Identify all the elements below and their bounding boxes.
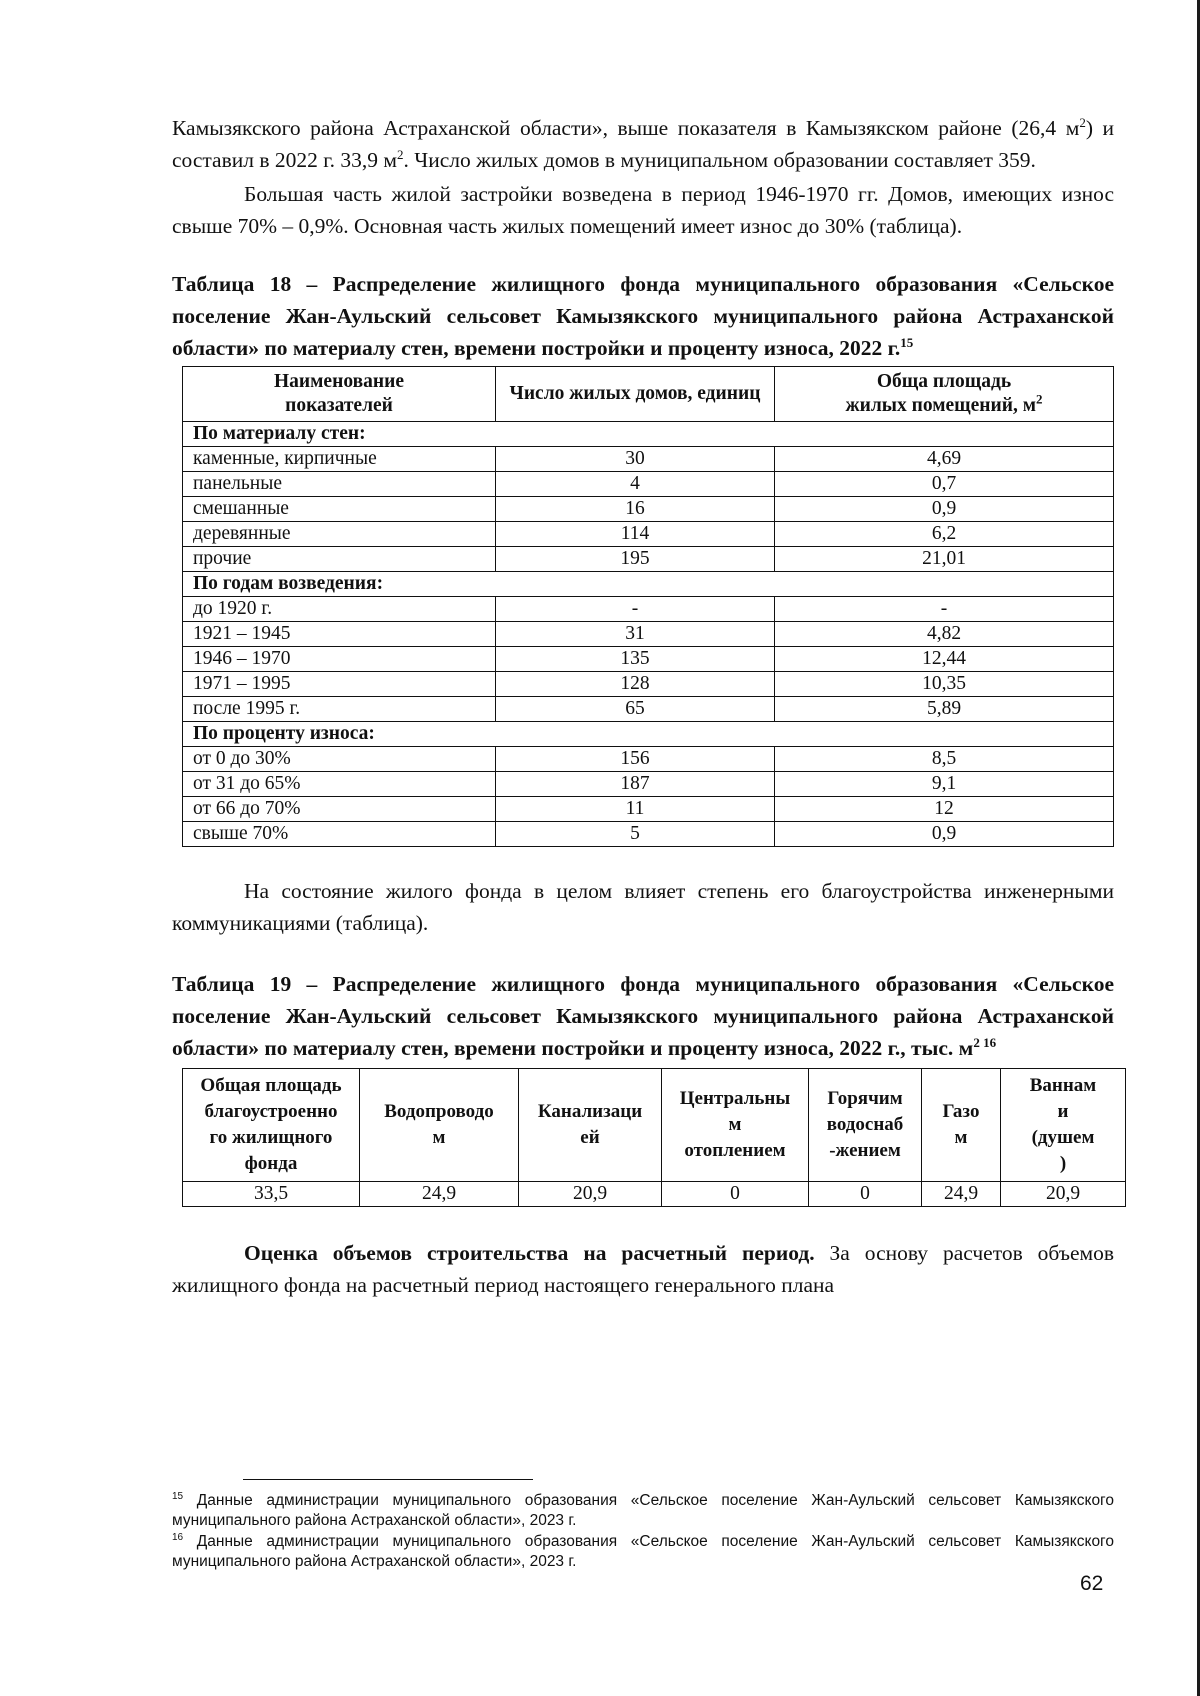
table-19-value-cell: 0: [662, 1182, 809, 1207]
cell-indicator: свыше 70%: [183, 822, 496, 847]
section-title: По материалу стен:: [183, 422, 1114, 447]
cell-area: -: [775, 597, 1114, 622]
footnote-ref-16: 2 16: [973, 1034, 997, 1050]
header-text: водоснаб: [826, 1114, 904, 1135]
header-text: Газо: [942, 1101, 980, 1122]
header-text: ей: [580, 1127, 600, 1148]
cell-indicator: деревянные: [183, 522, 496, 547]
section-title: По проценту износа:: [183, 722, 1114, 747]
bold-heading: Оценка объемов строительства на расчетный период.: [244, 1241, 815, 1265]
table-row: [183, 622, 1114, 647]
cell-house-count: 16: [496, 497, 775, 522]
cell-house-count: 5: [496, 822, 775, 847]
cell-area: 10,35: [775, 672, 1114, 697]
table-19-header-cell: [809, 1069, 922, 1182]
table-19-value-cell: 0: [809, 1182, 922, 1207]
table-row: [183, 697, 1114, 722]
page-number: 62: [1080, 1572, 1104, 1595]
table-row: [183, 672, 1114, 697]
paragraph-construction-period: Большая часть жилой застройки возведена в период 1946-1970 гг. Домов, имеющих износ свыше 70% – 0,9%. Основная часть жилых помещений имеет износ до 30% (таблица).: [172, 182, 1114, 238]
cell-house-count: 156: [496, 747, 775, 772]
header-text: Общая площадь: [200, 1075, 342, 1096]
table-section-row: [183, 422, 1114, 447]
cell-indicator: от 66 до 70%: [183, 797, 496, 822]
table-19-value-row: [183, 1182, 1126, 1207]
header-text: и: [1057, 1101, 1069, 1122]
header-text: Центральны: [679, 1088, 791, 1109]
table-19-header-row: [183, 1069, 1126, 1182]
table-19-header-cell: [922, 1069, 1001, 1182]
table-row: [183, 797, 1114, 822]
cell-house-count: -: [496, 597, 775, 622]
header-area: [775, 367, 1114, 422]
document-page: [172, 112, 1114, 1301]
header-text: (душем: [1031, 1127, 1095, 1148]
table-row: [183, 447, 1114, 472]
superscript: 2: [1036, 391, 1043, 407]
header-text: Наименование: [274, 371, 404, 392]
cell-indicator: каменные, кирпичные: [183, 447, 496, 472]
table-18-header-row: [183, 367, 1114, 422]
paragraph-construction-estimate: [172, 1237, 1114, 1301]
cell-area: 12: [775, 797, 1114, 822]
cell-area: 12,44: [775, 647, 1114, 672]
footnote-text: Данные администрации муниципального образования «Сельское поселение Жан-Аульский сельсовет Камызякского муниципального района Астраханской области», 2023 г.: [172, 1492, 1114, 1529]
header-text: го жилищного: [209, 1127, 333, 1148]
cell-house-count: 31: [496, 622, 775, 647]
cell-indicator: от 31 до 65%: [183, 772, 496, 797]
table-19: [182, 1068, 1126, 1207]
table-19-value-cell: 20,9: [519, 1182, 662, 1207]
table-row: [183, 472, 1114, 497]
cell-house-count: 187: [496, 772, 775, 797]
table-row: [183, 822, 1114, 847]
header-text: Водопроводо: [384, 1101, 494, 1122]
intro-text-a: (26,4 м: [1011, 116, 1080, 140]
cell-house-count: 114: [496, 522, 775, 547]
table-row: [183, 522, 1114, 547]
table-18: [182, 366, 1114, 847]
cell-area: 21,01: [775, 547, 1114, 572]
header-text: показателей: [285, 395, 393, 416]
intro-text-c: . Число жилых домов в муниципальном образовании составляет 359.: [403, 148, 1036, 172]
cell-area: 6,2: [775, 522, 1114, 547]
header-text: Ваннам: [1029, 1075, 1097, 1096]
table-19-caption-text: Таблица 19 – Распределение жилищного фонда муниципального образования «Сельское поселение Жан-Аульский сельсовет Камызякского муниципального района Астраханской области» по материалу стен, времени постройки и проценту износа, 2022 г., тыс. м: [172, 972, 1114, 1060]
header-text: -жением: [829, 1140, 901, 1161]
header-text: м: [728, 1114, 742, 1135]
header-text: ): [1059, 1153, 1067, 1174]
table-row: [183, 772, 1114, 797]
cell-indicator: 1946 – 1970: [183, 647, 496, 672]
cell-area: 4,69: [775, 447, 1114, 472]
header-house-count: Число жилых домов, единиц: [496, 367, 775, 422]
header-text: Горячим: [827, 1088, 903, 1109]
superscript: 2: [396, 146, 404, 162]
cell-indicator: 1971 – 1995: [183, 672, 496, 697]
cell-indicator: от 0 до 30%: [183, 747, 496, 772]
table-19-header-cell: [1001, 1069, 1126, 1182]
cell-indicator: до 1920 г.: [183, 597, 496, 622]
table-section-row: [183, 572, 1114, 597]
cell-house-count: 128: [496, 672, 775, 697]
cell-area: 9,1: [775, 772, 1114, 797]
table-19-value-cell: 24,9: [922, 1182, 1001, 1207]
table-section-row: [183, 722, 1114, 747]
cell-area: 8,5: [775, 747, 1114, 772]
table-row: [183, 647, 1114, 672]
table-18-caption: [172, 268, 1114, 364]
table-19-caption: [172, 968, 1114, 1064]
table-row: [183, 497, 1114, 522]
table-row: [183, 747, 1114, 772]
cell-area: 5,89: [775, 697, 1114, 722]
header-text: благоустроенно: [204, 1101, 338, 1122]
header-text: отоплением: [684, 1140, 786, 1161]
table-19-header-cell: [360, 1069, 519, 1182]
header-text: фонда: [244, 1153, 298, 1174]
footnote-text: Данные администрации муниципального образования «Сельское поселение Жан-Аульский сельсовет Камызякского муниципального района Астраханской области», 2023 г.: [172, 1533, 1114, 1570]
table-row: [183, 597, 1114, 622]
footnote-separator: [243, 1479, 533, 1480]
cell-area: 0,7: [775, 472, 1114, 497]
table-19-header-cell: [183, 1069, 360, 1182]
intro-line-1: Камызякского района Астраханской области», выше показателя в Камызякском районе: [172, 116, 1002, 140]
footnote-ref-15: 15: [900, 334, 914, 350]
table-19-value-cell: 24,9: [360, 1182, 519, 1207]
header-indicator: [183, 367, 496, 422]
table-row: [183, 547, 1114, 572]
footnote-number: 16: [172, 1531, 184, 1543]
table-19-header-cell: [519, 1069, 662, 1182]
section-title: По годам возведения:: [183, 572, 1114, 597]
header-text: м: [432, 1127, 446, 1148]
footnote-16: [172, 1532, 1114, 1572]
intro-text-b: ) и составил в 2022 г. 33,9 м: [172, 116, 1115, 172]
cell-house-count: 11: [496, 797, 775, 822]
cell-area: 4,82: [775, 622, 1114, 647]
cell-house-count: 195: [496, 547, 775, 572]
header-text: жилых помещений, м: [845, 395, 1037, 416]
table-19-value-cell: 20,9: [1001, 1182, 1126, 1207]
table-19-header-cell: [662, 1069, 809, 1182]
table-18-body: [183, 422, 1114, 847]
superscript: 2: [1079, 114, 1086, 130]
cell-indicator: смешанные: [183, 497, 496, 522]
table-19-value-cell: 33,5: [183, 1182, 360, 1207]
footnote-15: [172, 1491, 1114, 1531]
cell-house-count: 30: [496, 447, 775, 472]
cell-area: 0,9: [775, 822, 1114, 847]
header-text: м: [954, 1127, 968, 1148]
table-18-caption-text: Таблица 18 – Распределение жилищного фонда муниципального образования «Сельское поселение Жан-Аульский сельсовет Камызякского муниципального района Астраханской области» по материалу стен, времени постройки и проценту износа, 2022 г.: [172, 272, 1114, 360]
cell-area: 0,9: [775, 497, 1114, 522]
paragraph-engineering: На состояние жилого фонда в целом влияет степень его благоустройства инженерными коммуникациями (таблица).: [172, 879, 1114, 935]
cell-indicator: панельные: [183, 472, 496, 497]
header-text: Общa площадь: [876, 371, 1012, 392]
cell-indicator: после 1995 г.: [183, 697, 496, 722]
cell-house-count: 135: [496, 647, 775, 672]
footnote-number: 15: [172, 1490, 184, 1502]
cell-house-count: 4: [496, 472, 775, 497]
cell-indicator: прочие: [183, 547, 496, 572]
header-text: Канализаци: [537, 1101, 643, 1122]
intro-paragraph: [172, 112, 1114, 176]
cell-indicator: 1921 – 1945: [183, 622, 496, 647]
paragraph-text: За основу расчетов объемов жилищного фонда на расчетный период настоящего генерального плана: [172, 1241, 1114, 1297]
cell-house-count: 65: [496, 697, 775, 722]
